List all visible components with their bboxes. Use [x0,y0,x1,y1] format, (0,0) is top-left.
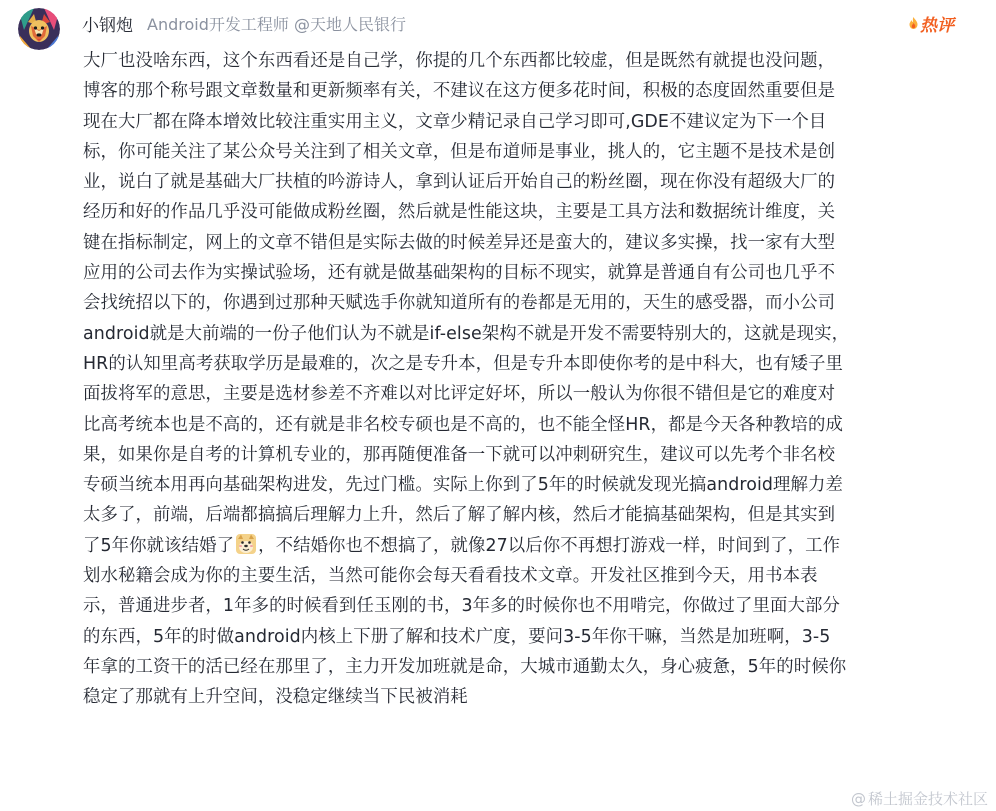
comment-line: 业，说白了就是基础大厂扶植的吟游诗人，拿到认证后开始自己的粉丝圈，现在你没有超级大厂的 [83,172,836,193]
comment-line: 太多了，前端，后端都搞搞后理解力上升，然后了解了解内核，然后才能搞基础架构，但是其实到 [83,505,836,526]
comment-line: 果，如果你是自考的计算机专业的，那再随便准备一下就可以冲刺研究生，建议可以先考个非名校 [83,444,836,465]
comment-line: 面拔将军的意思，主要是选材参差不齐难以对比评定好坏，所以一般认为你很不错但是它的难度对 [83,384,836,405]
comment-line: 划水秘籍会成为你的主要生活，当然可能你会每天看看技术文章。开发社区推到今天，用书本表 [83,566,818,587]
comment-line-part: ，不结婚你也不想搞了，就像27以后你不再想打游戏一样，时间到了，工作 [258,535,841,556]
author-name[interactable]: 小钢炮 [82,15,133,36]
comment-line: 博客的那个称号跟文章数量和更新频率有关，不建议在这方便多花时间，积极的态度固然重要但是 [83,81,836,102]
comment-line: 比高考统本也是不高的，还有就是非名校专硕也是不高的，也不能全怪HR，都是今天各种教培的成 [83,414,843,435]
comment-line: 稳定了那就有上升空间，没稳定继续当下民被消耗 [83,687,468,708]
hot-badge-label: 热评 [920,15,954,36]
comment-content [83,46,955,713]
hot-comment-badge [909,10,954,36]
comment-line: 年拿的工资干的活已经在那里了，主力开发加班就是命，大城市通勤太久，身心疲惫，5年的时候你 [83,656,847,677]
comment-line: 会找统招以下的，你遇到过那种天赋选手你就知道所有的卷都是无用的，天生的感受器，而小公司 [83,293,836,314]
watermark-at: @ [850,789,866,808]
comment-line: HR的认知里高考获取学历是最难的，次之是专升本，但是专升本即使你考的是中科大，也有矮子里 [83,353,843,374]
dog-avatar-icon [18,8,60,50]
comment-line: 应用的公司去作为实操试验场，还有就是做基础架构的目标不现实，就算是普通自有公司也几乎不 [83,263,836,284]
comment-line: 经历和好的作品几乎没可能做成粉丝圈，然后就是性能这块，主要是工具方法和数据统计维度，关 [83,202,836,223]
comment-line: 键在指标制定，网上的文章不错但是实际去做的时候差异还是蛮大的，建议多实操，找一家有大型 [83,232,836,253]
comment-header [82,10,406,36]
watermark-text: 稀土掘金技术社区 [867,790,988,808]
site-watermark [851,788,988,809]
comment-line: 标，你可能关注了某公众号关注到了相关文章，但是布道师是事业，挑人的，它主题不是技术是创 [83,141,836,162]
comment-line: 示，普通进步者，1年多的时候看到任玉刚的书，3年多的时候你也不用啃完，你做过了里面大部分 [83,596,840,617]
comment-line: android就是大前端的一份子他们认为不就是if-else架构不就是开发不需要特别大的，这就是现实， [83,323,850,344]
comment-line-part: 了5年你就该结婚了 [83,535,235,556]
user-avatar[interactable] [18,8,60,50]
comment-line: 现在大厂都在降本增效比较注重实用主义，文章少精记录自己学习即可,GDE不建议定为下一个目 [83,111,827,132]
author-title: Android开发工程师 @天地人民银行 [147,14,406,34]
comment-line: 专硕当统本用再向基础架构进发，先过门槛。实际上你到了5年的时候就发现光搞android理解力差 [83,475,843,496]
comment-line: 大厂也没啥东西，这个东西看还是自己学，你提的几个东西都比较虚，但是既然有就提也没问题， [83,51,836,71]
comment-line: 的东西，5年的时做android内核上下册了解和技术广度，要问3-5年你干嘛，当然是加班啊，3-5 [83,626,831,647]
hot-flame-icon [909,17,918,29]
comment-line [83,531,955,561]
doge-emoji-icon [235,533,257,555]
